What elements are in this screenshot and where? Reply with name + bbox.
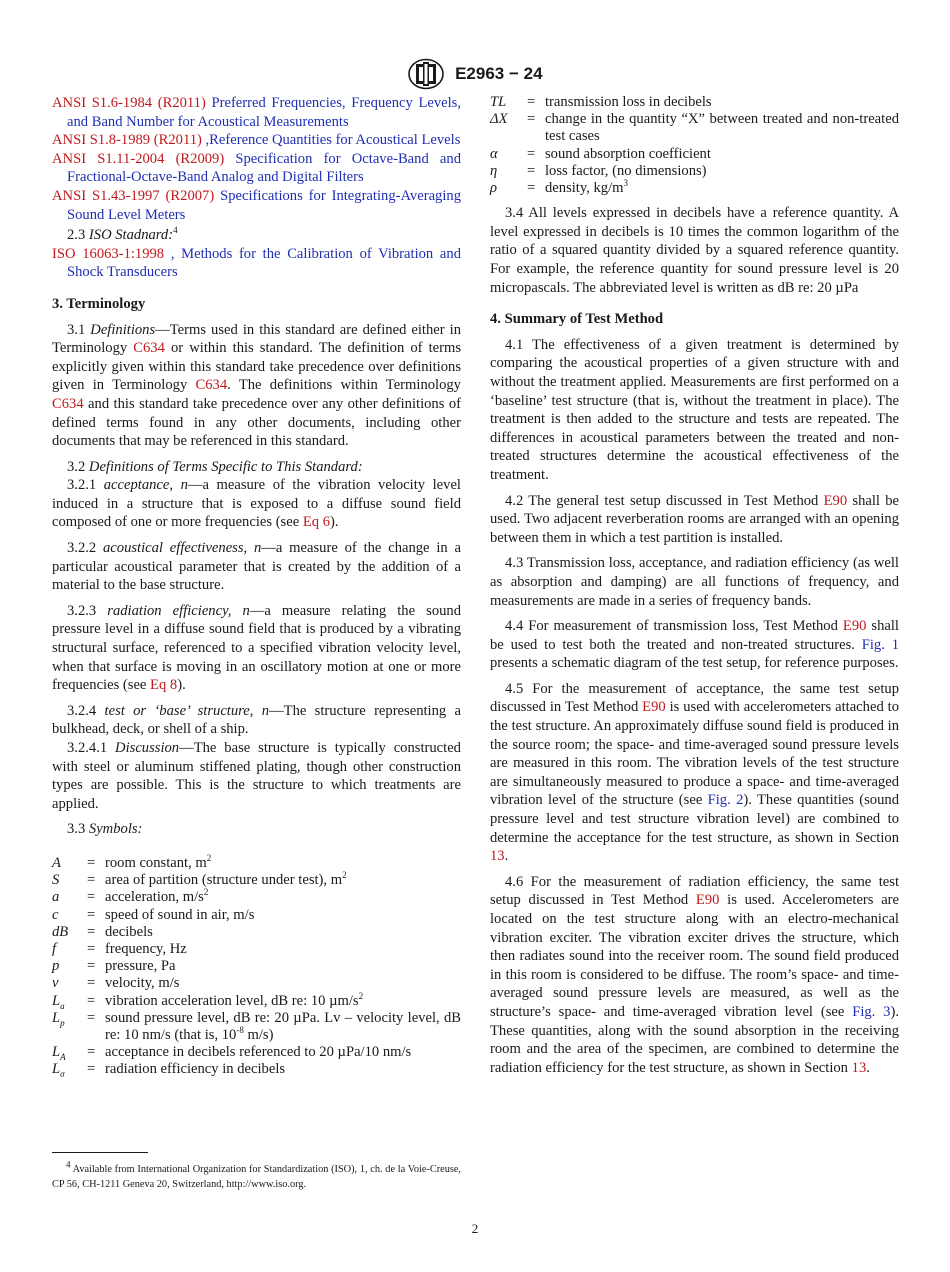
symbol-row: $L_a$ = vibration acceleration level, dB re: 10 $\mu m/s^2$ [52, 990, 364, 1011]
left-column [52, 94, 461, 1079]
paragraph-4-6: 4.6 For the measurement of radiation efficiency, the same test setup discussed in Test Method E90 is used. Accelerometers are located on the test structure along with an electro-mechanical vibration exciter. The vibration exciter drives the structure, which then radiates sound into the receiver room. The sound field produced in this room is considered to be diffuse. The room’s space- and time-averaged sound pressure levels are measured, as well as the structure’s space- and time-averaged vibration level (see Fig. 3). These quantities, along with the sound absorption in the receiving room and the area of the specimen, are combined to determine the radiation efficiency for the test structure, as shown in Section 13. [490, 873, 900, 1076]
paragraph-3-1: 3.1 Definitions—Terms used in this standard are defined either in Terminology C634 or within this standard. The definition of terms explicitly given within this standard take precedence over definitions given in Terminology C634. The definitions within Terminology C634 and this standard take precedence over any other definitions of defined terms found in any other documents, including other documents that may be referenced in this standard. [52, 321, 462, 450]
paragraph-4-4: 4.4 For measurement of transmission loss, Test Method E90 shall be used to test both the treated and non-treated structures. Fig. 1 presents a schematic diagram of the test setup, for reference purposes. [490, 618, 900, 672]
page-header [0, 58, 950, 90]
paragraph-3-4: 3.4 All levels expressed in decibels have a reference quantity. A level expressed in decibels is 10 times the common logarithm of the ratio of a squared quantity divided by a squared reference quantity. For example, the reference quantity for sound pressure level is 20 micropascals. The abbreviated level is written as dB re: 20 µPa [490, 205, 899, 296]
symbol-row: dB = decibels [52, 923, 153, 940]
symbol-row: $L_\sigma$ = radiation efficiency in decibels [52, 1061, 286, 1080]
right-column [490, 94, 899, 1077]
symbol-row: $L_A$ = acceptance in decibels referenced to 20 µPa/10 nm/s [52, 1044, 412, 1063]
iso-reference-item [52, 245, 461, 282]
symbol-row: a = acceleration, $m/s^2$ [52, 887, 209, 906]
paragraph-3-2-2: 3.2.2 acoustical effectiveness, n—a measure of the change in a particular acoustical parameter that is created by the addition of a material to the base structure. [52, 540, 461, 594]
paragraph-3-2-4-1: 3.2.4.1 Discussion—The base structure is typically constructed with steel or aluminum stiffened plating, though other construction types are possible. This is the structure to which treatments are applied. [52, 740, 461, 812]
link-fig-2[interactable]: Fig. 2 [707, 792, 744, 809]
link-e90[interactable]: E90 [823, 492, 848, 509]
symbol-row: $L_p$ = sound pressure level, dB re: 20 µPa. Lv – velocity level, dB re: 10 nm/s (that is, $10^{-8}$ m/s) [52, 1009, 461, 1043]
footnote: $^4$ Available from International Organization for Standardization (ISO), 1, ch. de la Voie-Creuse, CP 56, CH-1211 Geneva 20, Switzerland, http://www.iso.org. [52, 1159, 461, 1190]
reference-title[interactable]: ,Reference Quantities for Acoustical Levels [201, 132, 461, 149]
paragraph-4-1: 4.1 The effectiveness of a given treatment is determined by comparing the acoustical properties of a given structure with and without the treatment applied. Measurements are first performed on a ‘baseline’ test structure (that is, without the treatment in place). The treatment is then added to the structure and tests are repeated. The differences in acoustical parameters between the treated and non-treated structures determine the acoustical effectiveness of the treatment. [490, 336, 899, 483]
reference-code[interactable]: ANSI S1.8-1989 (R2011) [52, 132, 202, 149]
link-e90[interactable]: E90 [695, 892, 720, 909]
link-section-13[interactable]: 13 [490, 848, 505, 865]
link-c634[interactable]: C634 [52, 395, 84, 412]
link-e90[interactable]: E90 [642, 699, 666, 716]
symbol-row: η = loss factor, (no dimensions) [490, 162, 707, 179]
link-c634[interactable]: C634 [195, 377, 228, 394]
page-number: 2 [471, 1221, 479, 1236]
reference-item [52, 150, 461, 187]
symbol-row: f = frequency, Hz [52, 940, 187, 957]
reference-title[interactable]: Preferred Frequencies, Frequency Levels, and Band Number for Acoustical Measurements [67, 95, 461, 130]
link-e90[interactable]: E90 [842, 618, 867, 635]
paragraph-3-2-1: 3.2.1 acceptance, n—a measure of the vibration velocity level induced in a structure that is exposed to a diffuse sound field composed of one or more frequencies (see Eq 6). [52, 477, 461, 531]
section-heading-summary: 4. Summary of Test Method [490, 311, 664, 328]
reference-item [52, 94, 461, 131]
iso-heading: 2.3 ISO Stadnard:$^4$ [67, 225, 178, 244]
link-eq-8[interactable]: Eq 8 [150, 677, 178, 694]
reference-code[interactable]: ISO 16063-1:1998 [52, 245, 165, 262]
link-fig-1[interactable]: Fig. 1 [861, 636, 900, 653]
link-section-13[interactable]: 13 [851, 1059, 867, 1076]
paragraph-4-5: 4.5 For the measurement of acceptance, the same test setup discussed in Test Method E90 is used with accelerometers attached to the test structure. An approximately diffuse sound field is produced in the source room; the space- and time-averaged sound pressure levels are measured in this room. The vibration levels of the test structure are simultaneously measured to produce a space- and time-averaged vibration level of the structure (see Fig. 2). These quantities (sound pressure level and test structure vibration level) are combined to determine the acceptance for the test structure, as shown in Section 13. [490, 680, 899, 865]
paragraph-4-2: 4.2 The general test setup discussed in Test Method E90 shall be used. Two adjacent reverberation rooms are arranged with an opening between them in which a test partition is installed. [490, 492, 899, 546]
symbol-row: ΔX = change in the quantity “X” between treated and non-treated test cases [490, 111, 899, 145]
reference-title[interactable]: , Methods for the Calibration of Vibration and Shock Transducers [67, 245, 461, 281]
document-id: E2963 − 24 [455, 63, 543, 83]
symbols-table-left [52, 855, 461, 1079]
paragraph-3-2-3: 3.2.3 radiation efficiency, n—a measure relating the sound pressure level in a diffuse sound field that is produced by a vibrating structural surface, referenced to a specified vibration velocity level, when that surface is moving in an oscillatory motion at one or more frequencies (see Eq 8). [52, 602, 462, 694]
section-heading-terminology: 3. Terminology [52, 295, 146, 312]
symbol-row: ρ = density, $kg/m^3$ [490, 178, 629, 197]
footnote-divider [52, 1152, 148, 1153]
reference-title[interactable]: Specification for Octave-Band and Fractional-Octave-Band Analog and Digital Filters [67, 150, 461, 186]
symbol-row: v = velocity, m/s [52, 975, 180, 992]
symbols-table-right [490, 94, 899, 197]
link-eq-6[interactable]: Eq 6 [302, 514, 331, 531]
symbol-row: A = room constant, $m^2$ [52, 853, 212, 871]
reference-code[interactable]: ANSI S1.6-1984 (R2011) [52, 95, 206, 111]
reference-item [52, 131, 461, 150]
symbol-row: p = pressure, Pa [52, 958, 176, 975]
link-c634[interactable]: C634 [133, 340, 165, 357]
paragraph-4-3: 4.3 Transmission loss, acceptance, and radiation efficiency (as well as absorption and damping) are all functions of frequency, and measurements are made in a series of frequency bands. [490, 555, 899, 609]
paragraph-3-2-4: 3.2.4 test or ‘base’ structure, n—The structure representing a bulkhead, deck, or shell of a ship. [52, 702, 462, 738]
symbol-row: c = speed of sound in air, m/s [52, 906, 255, 923]
ansi-reference-list [52, 94, 461, 224]
reference-code[interactable]: ANSI S1.43-1997 (R2007) [52, 187, 215, 204]
reference-title[interactable]: Specifications for Integrating-Averaging Sound Level Meters [67, 187, 461, 223]
symbol-row: S = area of partition (structure under test), $m^2$ [52, 870, 347, 889]
symbol-row: TL = transmission loss in decibels [490, 94, 712, 110]
paragraph-3-3: 3.3 Symbols: [67, 821, 143, 838]
reference-item [52, 187, 461, 224]
symbol-row: α = sound absorption coefficient [490, 145, 711, 162]
astm-logo-icon [407, 58, 445, 90]
link-fig-3[interactable]: Fig. 3 [852, 1003, 891, 1020]
reference-code[interactable]: ANSI S1.11-2004 (R2009) [52, 150, 225, 167]
paragraph-3-2: 3.2 Definitions of Terms Specific to This Standard: [67, 458, 363, 475]
